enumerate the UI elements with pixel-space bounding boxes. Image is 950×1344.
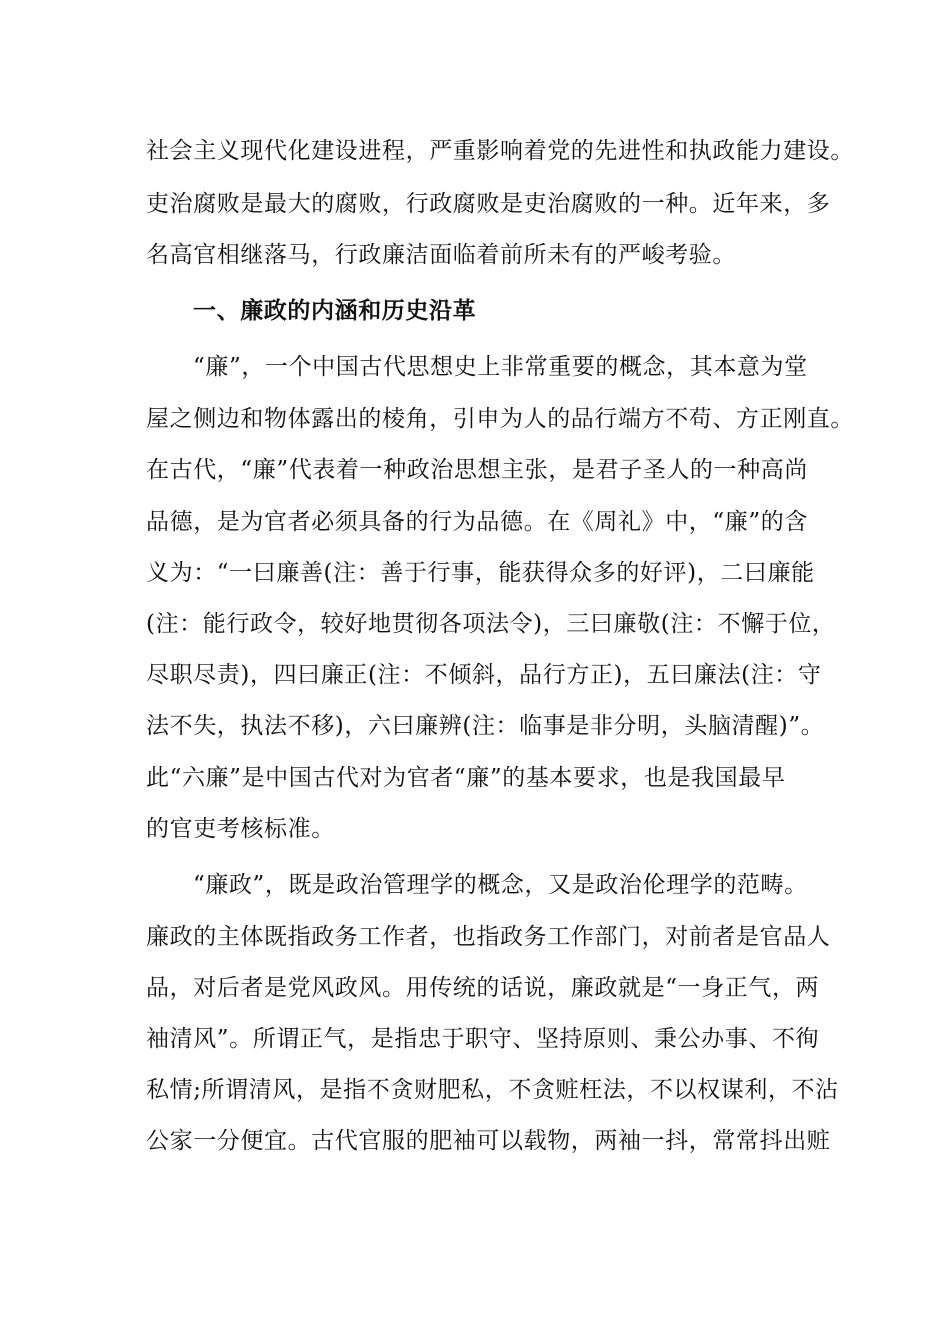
paragraph-line: 廉政的主体既指政务工作者，也指政务工作部门，对前者是官品人 [146, 924, 831, 950]
paragraph-line: 公家一分便宜。古代官服的肥袖可以载物，两袖一抖，常常抖出赃 [146, 1128, 831, 1154]
paragraph-line: 品德，是为官者必须具备的行为品德。在《周礼》中，“廉”的含 [146, 509, 808, 535]
paragraph-line: “廉政”，既是政治管理学的概念，又是政治伦理学的范畴。 [193, 872, 808, 898]
paragraph-line: 的官吏考核标准。 [146, 816, 335, 842]
paragraph-line: 屋之侧边和物体露出的棱角，引申为人的品行端方不苟、方正刚直。 [146, 406, 854, 432]
paragraph-line: 此“六廉”是中国古代对为官者“廉”的基本要求，也是我国最早 [146, 765, 786, 791]
paragraph-line: 法不失，执法不移)，六曰廉辨(注：临事是非分明，头脑清醒)”。 [146, 713, 825, 739]
paragraph-line: 私情;所谓清风，是指不贪财肥私，不贪赃枉法，不以权谋利，不沾 [146, 1077, 839, 1103]
paragraph-line: 品，对后者是党风政风。用传统的话说，廉政就是“一身正气，两 [146, 975, 820, 1001]
intro-line: 名高官相继落马，行政廉洁面临着前所未有的严峻考验。 [146, 242, 736, 268]
paragraph-line: “廉”，一个中国古代思想史上非常重要的概念，其本意为堂 [193, 354, 808, 380]
paragraph-line: 尽职尽责)，四曰廉正(注：不倾斜，品行方正)，五曰廉法(注：守 [146, 662, 822, 688]
section-heading: 一、廉政的内涵和历史沿革 [193, 297, 477, 324]
intro-line: 社会主义现代化建设进程，严重影响着党的先进性和执政能力建设。 [146, 138, 854, 164]
paragraph-line: 袖清风”。所谓正气，是指忠于职守、坚持原则、秉公办事、不徇 [146, 1026, 820, 1052]
paragraph-line: 义为：“一曰廉善(注：善于行事，能获得众多的好评)，二曰廉能 [146, 560, 815, 586]
paragraph-line: 在古代，“廉”代表着一种政治思想主张，是君子圣人的一种高尚 [146, 457, 808, 483]
intro-line: 吏治腐败是最大的腐败，行政腐败是吏治腐败的一种。近年来，多 [146, 191, 831, 217]
paragraph-line: (注：能行政令，较好地贯彻各项法令)，三曰廉敬(注：不懈于位， [146, 611, 836, 637]
